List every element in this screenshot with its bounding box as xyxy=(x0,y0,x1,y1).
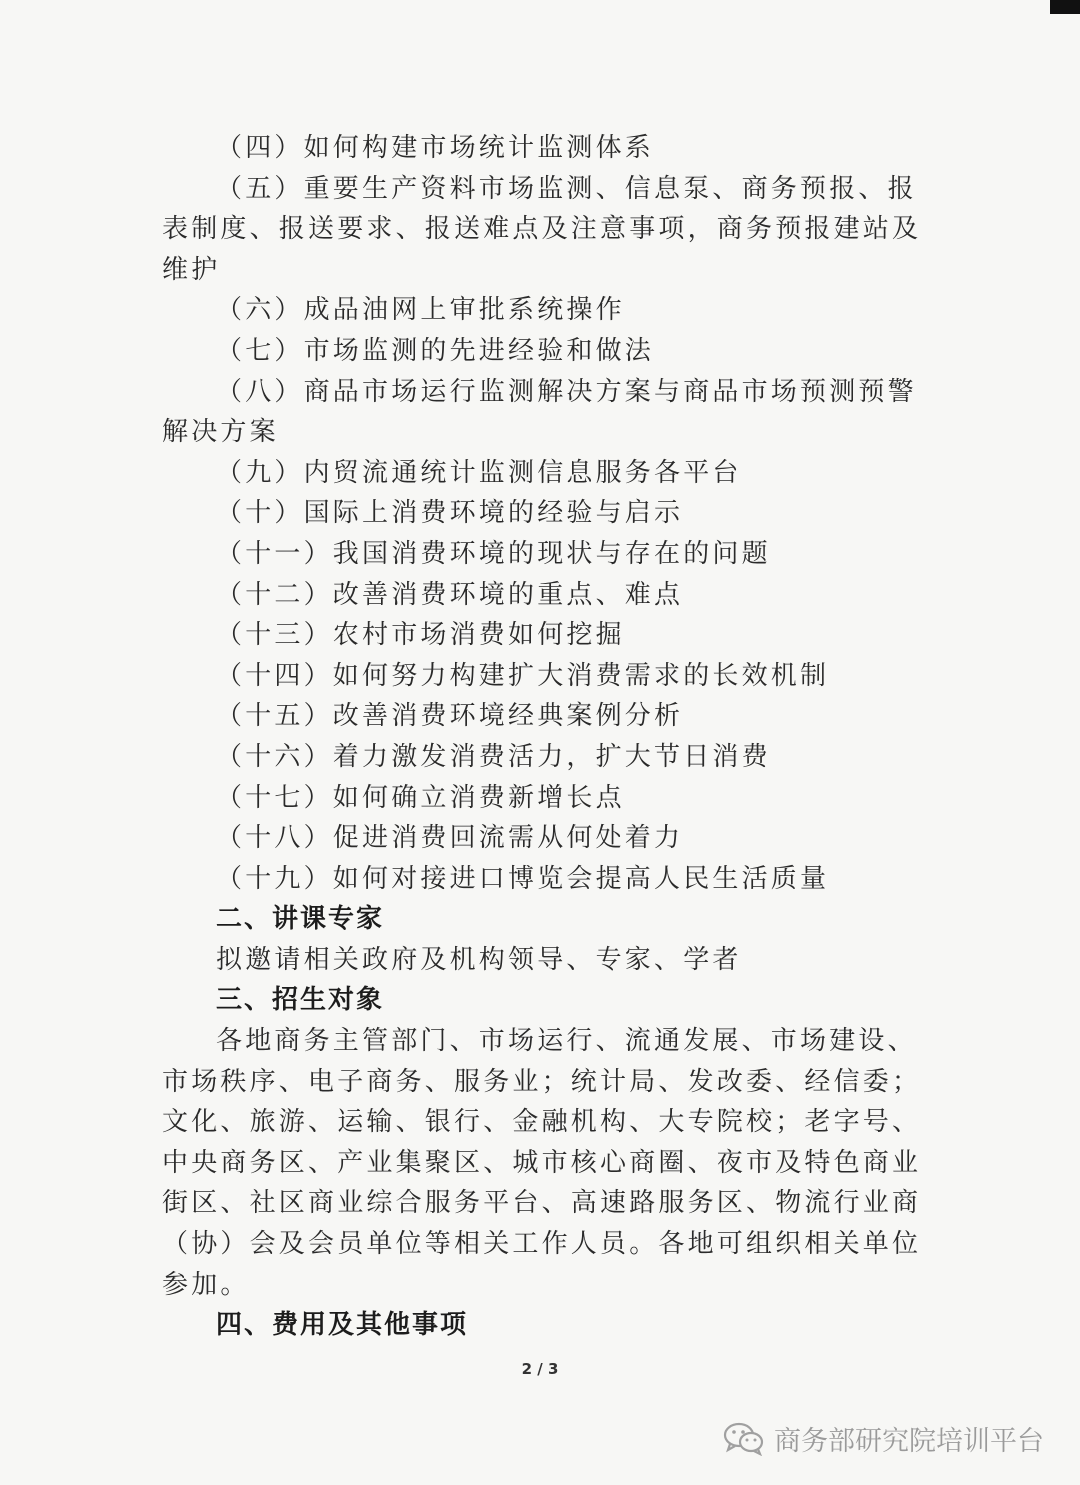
section-heading-fees: 四、费用及其他事项 xyxy=(216,1310,469,1341)
scan-corner-mark xyxy=(1050,0,1080,14)
paragraph-line: 参加。 xyxy=(162,1269,250,1300)
paragraph-line: 市场秩序、电子商务、服务业；统计局、发改委、经信委； xyxy=(162,1066,922,1097)
list-item: （十一）我国消费环境的现状与存在的问题 xyxy=(216,538,771,569)
audience-paragraph xyxy=(162,1021,922,1305)
list-item-line: 维护 xyxy=(162,254,221,285)
document-body xyxy=(162,128,922,1346)
list-item-multiline xyxy=(162,372,917,453)
list-item: （七）市场监测的先进经验和做法 xyxy=(216,335,655,366)
list-item: （十九）如何对接进口博览会提高人民生活质量 xyxy=(216,863,830,894)
list-item: （十五）改善消费环境经典案例分析 xyxy=(216,701,684,732)
paragraph-line: 各地商务主管部门、市场运行、流通发展、市场建设、 xyxy=(216,1026,917,1057)
page-number: 2 / 3 xyxy=(521,1360,559,1378)
paragraph-line: 中央商务区、产业集聚区、城市核心商圈、夜市及特色商业 xyxy=(162,1147,922,1178)
list-item: （十八）促进消费回流需从何处着力 xyxy=(216,823,684,854)
wechat-icon xyxy=(722,1420,766,1456)
experts-text: 拟邀请相关政府及机构领导、专家、学者 xyxy=(216,944,742,975)
list-item: （九）内贸流通统计监测信息服务各平台 xyxy=(216,457,742,488)
list-item-multiline xyxy=(162,169,922,291)
list-item: （十七）如何确立消费新增长点 xyxy=(216,782,625,813)
list-item: （十三）农村市场消费如何挖掘 xyxy=(216,620,625,651)
list-item-line: 解决方案 xyxy=(162,417,279,448)
list-item: （十二）改善消费环境的重点、难点 xyxy=(216,579,684,610)
section-heading-audience: 三、招生对象 xyxy=(216,985,385,1016)
list-item: （四）如何构建市场统计监测体系 xyxy=(216,133,655,163)
list-item-line: （五）重要生产资料市场监测、信息泵、商务预报、报 xyxy=(216,173,917,204)
section-heading-experts: 二、讲课专家 xyxy=(216,904,385,935)
list-item-line: 表制度、报送要求、报送难点及注意事项，商务预报建站及 xyxy=(162,214,922,245)
paragraph-line: 文化、旅游、运输、银行、金融机构、大专院校；老字号、 xyxy=(162,1107,922,1138)
watermark-text: 商务部研究院培训平台 xyxy=(774,1425,1044,1457)
list-item: （十）国际上消费环境的经验与启示 xyxy=(216,498,684,529)
list-item: （十六）着力激发消费活力，扩大节日消费 xyxy=(216,741,771,772)
paragraph-line: （协）会及会员单位等相关工作人员。各地可组织相关单位 xyxy=(162,1229,922,1260)
list-item-line: （八）商品市场运行监测解决方案与商品市场预测预警 xyxy=(216,376,917,407)
list-item: （十四）如何努力构建扩大消费需求的长效机制 xyxy=(216,660,830,691)
list-item: （六）成品油网上审批系统操作 xyxy=(216,295,625,326)
paragraph-line: 街区、社区商业综合服务平台、高速路服务区、物流行业商 xyxy=(162,1188,922,1219)
watermark xyxy=(722,1418,1044,1458)
